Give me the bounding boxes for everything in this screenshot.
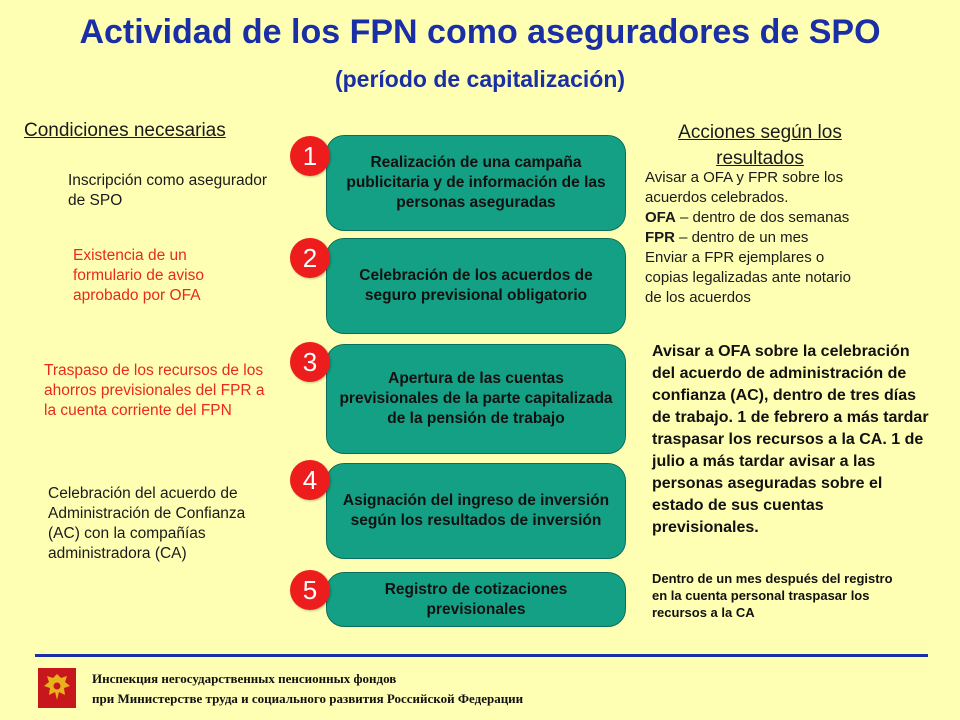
step-box-5 (326, 572, 626, 627)
action-1-line: Avisar a OFA y FPR sobre los (645, 169, 844, 186)
action-1-line: Enviar a FPR ejemplares o (645, 249, 825, 266)
footer-text (92, 669, 523, 709)
condition-2: Existencia de un formulario de aviso aprobado por OFA (73, 247, 204, 304)
action-1-line (645, 208, 925, 228)
step-number-1: 1 (290, 136, 330, 176)
actions-header: Acciones según los resultados (678, 122, 842, 169)
action-1-line (645, 228, 925, 248)
step-text-5: Registro de cotizaciones previsionales (384, 580, 568, 618)
step-box-4 (326, 463, 626, 559)
action-3: Dentro de un mes después del registro en la cuenta personal traspasar los recursos a la CA (652, 571, 893, 620)
conditions-header: Condiciones necesarias (24, 120, 226, 141)
footer-divider (35, 654, 928, 657)
page-title (40, 10, 920, 101)
footer-line-2: при Министерстве труда и социального развития Российской Федерации (92, 691, 524, 706)
step-number-4: 4 (290, 460, 330, 500)
ofa-deadline: – dentro de dos semanas (675, 209, 850, 226)
action-1-line: de los acuerdos (645, 289, 751, 306)
step-text-3: Apertura de las cuentas previsionales de la parte capitalizada de la pensión de trabajo (339, 370, 613, 427)
title-sub: (período de capitalización) (334, 66, 626, 92)
action-1 (645, 168, 925, 308)
step-text-2: Celebración de los acuerdos de seguro previsional obligatorio (359, 267, 593, 304)
action-2: Avisar a OFA sobre la celebración del acuerdo de administración de confianza (AC), dentro de tres días de trabajo. 1 de febrero a más tardar traspasar los recursos a la CA. 1 de julio a más tardar avisar a las personas aseguradas sobre el estado de sus cuentas previsionales. (652, 343, 929, 536)
fpr-label: FPR (645, 229, 675, 246)
step-box-2 (326, 238, 626, 334)
step-box-1 (326, 135, 626, 231)
condition-1: Inscripción como asegurador de SPO (68, 172, 268, 209)
footer-line-1: Инспекция негосударственных пенсионных фондов (92, 671, 397, 686)
step-number-2: 2 (290, 238, 330, 278)
fpr-deadline: – dentro de un mes (675, 229, 809, 246)
step-text-1: Realización de una campaña publicitaria y de información de las personas aseguradas (346, 154, 606, 211)
action-1-line: copias legalizadas ante notario (645, 269, 851, 286)
step-number-5: 5 (290, 570, 330, 610)
step-box-3 (326, 344, 626, 454)
condition-4: Celebración del acuerdo de Administración de Confianza (AC) con la compañías administradora (CA) (48, 485, 246, 562)
action-1-line: acuerdos celebrados. (645, 189, 789, 206)
title-main: Actividad de los FPN como aseguradores de SPO (79, 13, 881, 51)
condition-3: Traspaso de los recursos de los ahorros previsionales del FPR a la cuenta corriente del FPN (44, 362, 265, 419)
ofa-label: OFA (645, 209, 676, 226)
coat-of-arms-icon (38, 668, 76, 708)
step-number-3: 3 (290, 342, 330, 382)
step-text-4: Asignación del ingreso de inversión según los resultados de inversión (342, 492, 610, 529)
